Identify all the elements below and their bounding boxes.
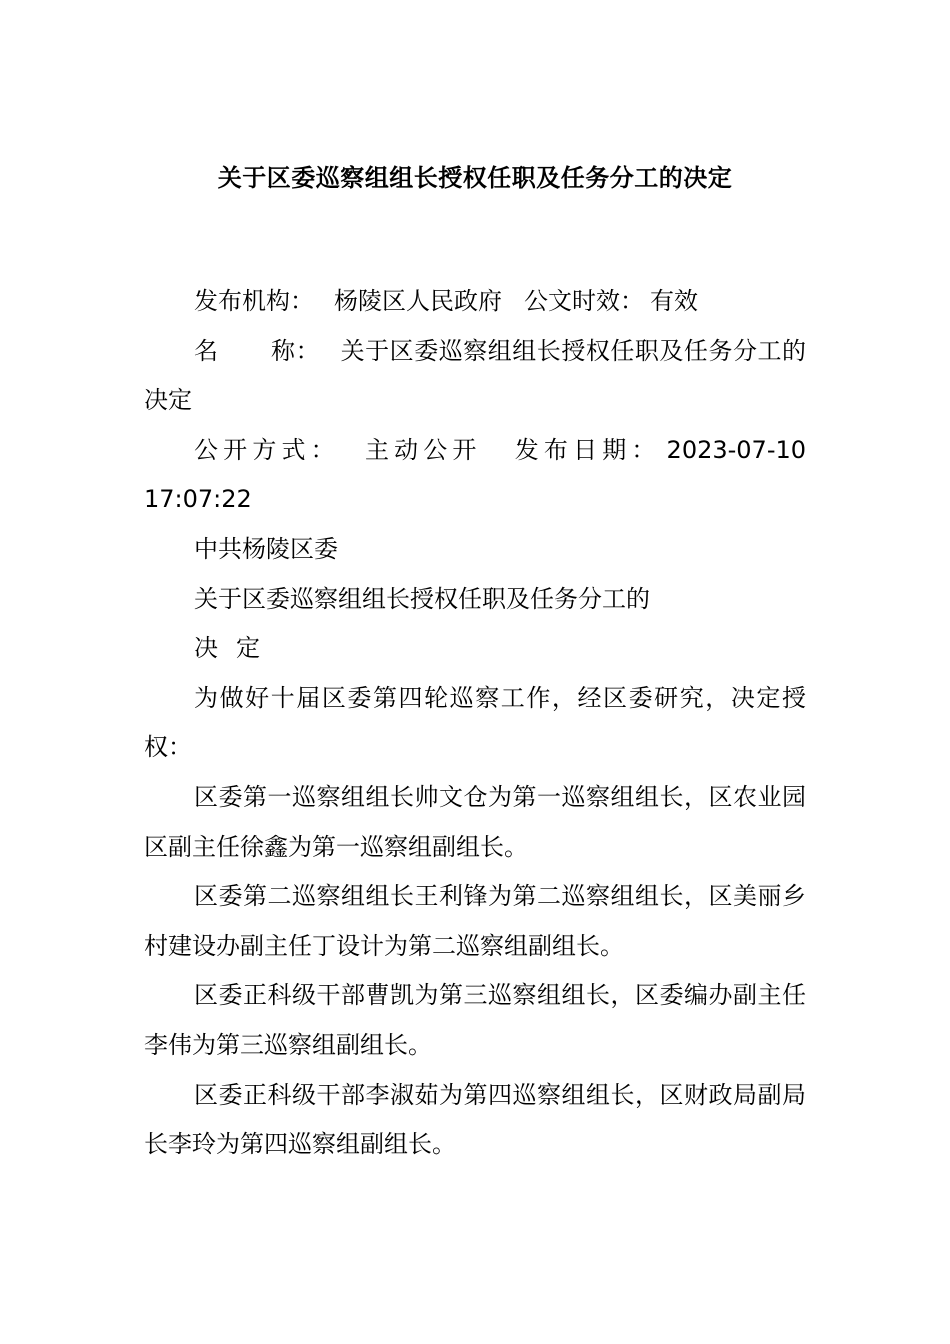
paragraph-group-one: 区委第一巡察组组长帅文仓为第一巡察组组长，区农业园区副主任徐鑫为第一巡察组副组长。 — [144, 782, 806, 861]
heading-decision-second: 定 — [236, 634, 260, 663]
paragraph-group-four: 区委正科级干部李淑茹为第四巡察组组长，区财政局副局长李玲为第四巡察组副组长。 — [144, 1080, 806, 1159]
heading-decision-first: 决 — [194, 634, 218, 663]
heading-line: 关于区委巡察组组长授权任职及任务分工的 — [194, 584, 650, 613]
meta-disclosure-line — [144, 426, 806, 525]
meta-publisher-line — [144, 277, 806, 327]
name-label-second: 称： — [270, 336, 321, 365]
issuer-line: 中共杨陵区委 — [194, 534, 338, 563]
date-label: 发布日期： — [509, 435, 661, 464]
disclosure-label: 公开方式： — [194, 435, 340, 464]
disclosure-value: 主动公开 — [359, 435, 482, 464]
document-title: 关于区委巡察组组长授权任职及任务分工的决定 — [217, 164, 733, 192]
paragraph-group-three: 区委正科级干部曹凯为第三巡察组组长，区委编办副主任李伟为第三巡察组副组长。 — [144, 981, 806, 1059]
heading-decision-line — [144, 624, 806, 674]
validity-label: 公文时效： — [524, 287, 644, 315]
document-body — [144, 277, 806, 1170]
paragraph-authorization: 为做好十届区委第四轮巡察工作，经区委研究，决定授权： — [144, 683, 806, 762]
publisher-label: 发布机构： — [194, 287, 314, 315]
paragraph-group-two: 区委第二巡察组组长王利锋为第二巡察组组长，区美丽乡村建设办副主任丁设计为第二巡察组副组长。 — [144, 882, 806, 960]
date-value: 2023-07-10 17:07:22 — [144, 435, 807, 514]
name-value: 关于区委巡察组组长授权任职及任务分工的决定 — [144, 336, 807, 415]
name-label-first: 名 — [194, 336, 219, 365]
publisher-value: 杨陵区人民政府 — [334, 287, 502, 315]
meta-name-line — [144, 327, 806, 426]
validity-value: 有效 — [650, 287, 698, 315]
